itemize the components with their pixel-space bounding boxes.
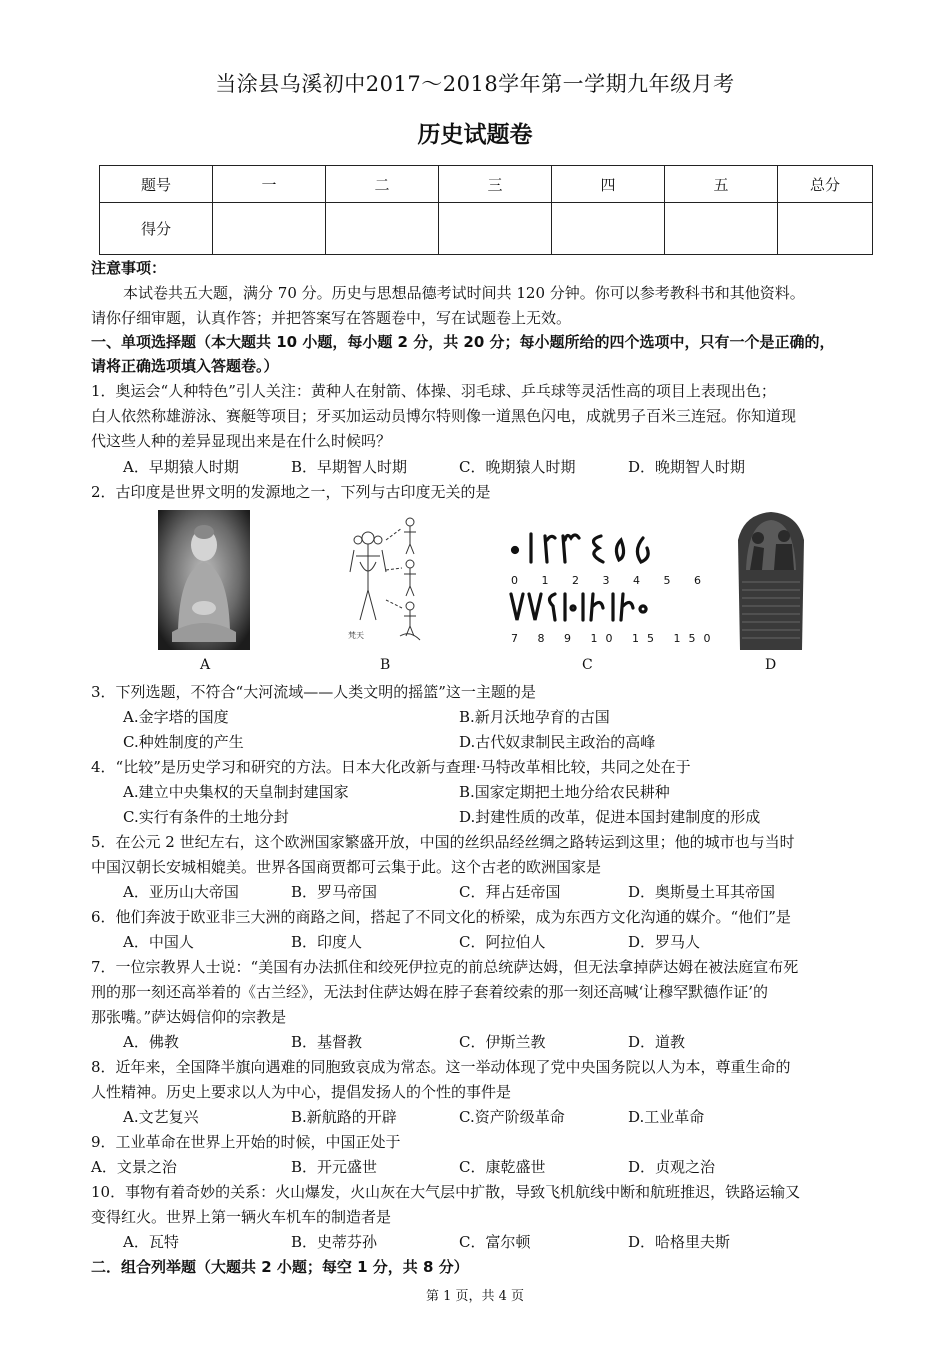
question-text: 8．近年来，全国降半旗向遇难的同胞致哀成为常态。这一举动体现了党中央国务院以人为本，尊重生命的 (91, 1058, 791, 1076)
brahma-figure-image (338, 510, 430, 650)
option-a[interactable]: A．中国人 (123, 933, 194, 951)
question-text: 代这些人种的差异显现出来是在什么时候吗？ (91, 432, 392, 450)
score-header-cell: 二 (326, 166, 439, 203)
question-text: 白人依然称雄游泳、赛艇等项目；牙买加运动员博尔特则像一道黑色闪电，成就男子百米三连冠。你知道现 (91, 407, 797, 425)
option-c[interactable]: C.资产阶级革命 (459, 1108, 565, 1126)
option-b[interactable]: B.国家定期把土地分给农民耕种 (459, 783, 670, 801)
score-header-cell: 四 (552, 166, 665, 203)
score-header-cell: 五 (665, 166, 778, 203)
option-d[interactable]: D.封建性质的改革，促进本国封建制度的形成 (459, 808, 761, 826)
option-d[interactable]: D．罗马人 (628, 933, 701, 951)
image-caption-b: B (380, 657, 391, 673)
numerals-top-label: 0 1 2 3 4 5 6 (511, 574, 711, 587)
option-c[interactable]: C．拜占廷帝国 (459, 883, 561, 901)
option-b[interactable]: B．罗马帝国 (291, 883, 378, 901)
score-cell[interactable] (326, 203, 439, 255)
exam-subtitle: 历史试题卷 (417, 122, 533, 148)
option-b[interactable]: B．早期智人时期 (291, 458, 408, 476)
numerals-bottom-label: 7 8 9 10 15 150 (511, 632, 719, 645)
question-text: 刑的那一刻还高举着的《古兰经》，无法封住萨达姆在脖子套着绞索的那一刻还高喊‘让穆罕默德作证’的 (91, 983, 769, 1001)
section-heading: 请将正确选项填入答题卷。） (91, 357, 279, 375)
question-text: 5．在公元 2 世纪左右，这个欧洲国家繁盛开放，中国的丝织品经丝绸之路转运到这里；他的城市也与当时 (91, 833, 795, 851)
option-c[interactable]: C．晚期猿人时期 (459, 458, 576, 476)
option-c[interactable]: C．富尔顿 (459, 1233, 531, 1251)
section-heading: 一、单项选择题（本大题共 10 小题，每小题 2 分，共 20 分；每小题所给的四个选项中，只有一个是正确的， (91, 333, 835, 351)
option-c[interactable]: C.实行有条件的土地分封 (123, 808, 289, 826)
question-text: 7．一位宗教界人士说：“美国有办法抓住和绞死伊拉克的前总统萨达姆，但无法拿掉萨达姆在被法庭宣布死 (91, 958, 799, 976)
notice-line: 请你仔细审题，认真作答；并把答案写在答题卷中，写在试题卷上无效。 (91, 309, 572, 327)
option-b[interactable]: B.新月沃地孕育的古国 (459, 708, 610, 726)
question-text: 那张嘴。”萨达姆信仰的宗教是 (91, 1008, 287, 1026)
question-text: 变得红火。世界上第一辆火车机车的制造者是 (91, 1208, 392, 1226)
option-b[interactable]: B．基督教 (291, 1033, 363, 1051)
option-a[interactable]: A．文景之治 (91, 1158, 177, 1176)
option-d[interactable]: D．道教 (628, 1033, 686, 1051)
image-caption-d: D (765, 657, 777, 673)
option-a[interactable]: A.文艺复兴 (123, 1108, 199, 1126)
option-a[interactable]: A．瓦特 (123, 1233, 179, 1251)
score-row-label: 得分 (100, 203, 213, 255)
option-a[interactable]: A．亚历山大帝国 (123, 883, 239, 901)
option-a[interactable]: A．早期猿人时期 (123, 458, 239, 476)
option-a[interactable]: A.建立中央集权的天皇制封建国家 (123, 783, 349, 801)
option-b[interactable]: B．印度人 (291, 933, 363, 951)
option-d[interactable]: D.工业革命 (628, 1108, 705, 1126)
option-d[interactable]: D．哈格里夫斯 (628, 1233, 731, 1251)
question-text: 4．“比较”是历史学习和研究的方法。日本大化改新与查理·马特改革相比较，共同之处在于 (91, 758, 691, 776)
question-text: 10．事物有着奇妙的关系：火山爆发，火山灰在大气层中扩散，导致飞机航线中断和航班推迟，铁路运输又 (91, 1183, 801, 1201)
option-b[interactable]: B．开元盛世 (291, 1158, 378, 1176)
option-c[interactable]: C.种姓制度的产生 (123, 733, 244, 751)
score-header-cell: 题号 (100, 166, 213, 203)
score-cell[interactable] (778, 203, 873, 255)
option-c[interactable]: C．阿拉伯人 (459, 933, 546, 951)
question-text: 9．工业革命在世界上开始的时候，中国正处于 (91, 1133, 401, 1151)
option-c[interactable]: C．康乾盛世 (459, 1158, 546, 1176)
brahma-label: 梵天 (348, 631, 364, 640)
question-text: 3．下列选题，不符合“大河流域——人类文明的摇篮”这一主题的是 (91, 683, 536, 701)
notice-line: 本试卷共五大题，满分 70 分。历史与思想品德考试时间共 120 分钟。你可以参考教科书和其他资料。 (123, 284, 805, 302)
score-cell[interactable] (213, 203, 326, 255)
option-a[interactable]: A.金字塔的国度 (123, 708, 229, 726)
score-header-cell: 一 (213, 166, 326, 203)
section-heading: 二．组合列举题（大题共 2 小题；每空 1 分，共 8 分） (91, 1258, 469, 1276)
indian-numerals-image (503, 510, 719, 650)
option-d[interactable]: D．奥斯曼土耳其帝国 (628, 883, 776, 901)
hammurabi-stele-image (728, 510, 814, 650)
option-d[interactable]: D．晚期智人时期 (628, 458, 746, 476)
notice-heading: 注意事项： (91, 259, 167, 277)
image-caption-c: C (582, 657, 593, 673)
option-b[interactable]: B．史蒂芬孙 (291, 1233, 378, 1251)
score-cell[interactable] (552, 203, 665, 255)
option-d[interactable]: D.古代奴隶制民主政治的高峰 (459, 733, 656, 751)
question-text: 人性精神。历史上要求以人为中心，提倡发扬人的个性的事件是 (91, 1083, 512, 1101)
buddha-statue-image (158, 510, 250, 650)
question-text: 1．奥运会“人种特色”引人关注：黄种人在射箭、体操、羽毛球、乒乓球等灵活性高的项目上表现出色； (91, 382, 776, 400)
option-b[interactable]: B.新航路的开辟 (291, 1108, 397, 1126)
question-text: 中国汉朝长安城相媲美。世界各国商贾都可云集于此。这个古老的欧洲国家是 (91, 858, 602, 876)
option-d[interactable]: D．贞观之治 (628, 1158, 716, 1176)
question-text: 2．古印度是世界文明的发源地之一，下列与古印度无关的是 (91, 483, 491, 501)
exam-title: 当涂县乌溪初中2017～2018学年第一学期九年级月考 (215, 72, 735, 96)
option-c[interactable]: C．伊斯兰教 (459, 1033, 546, 1051)
score-cell[interactable] (665, 203, 778, 255)
score-cell[interactable] (439, 203, 552, 255)
page-footer: 第 1 页，共 4 页 (425, 1289, 525, 1304)
score-header-cell: 三 (439, 166, 552, 203)
option-a[interactable]: A．佛教 (123, 1033, 179, 1051)
question-text: 6．他们奔波于欧亚非三大洲的商路之间，搭起了不同文化的桥梁，成为东西方文化沟通的媒介。“他们”是 (91, 908, 791, 926)
score-header-cell: 总分 (778, 166, 873, 203)
score-table (99, 165, 873, 255)
image-caption-a: A (200, 657, 211, 673)
